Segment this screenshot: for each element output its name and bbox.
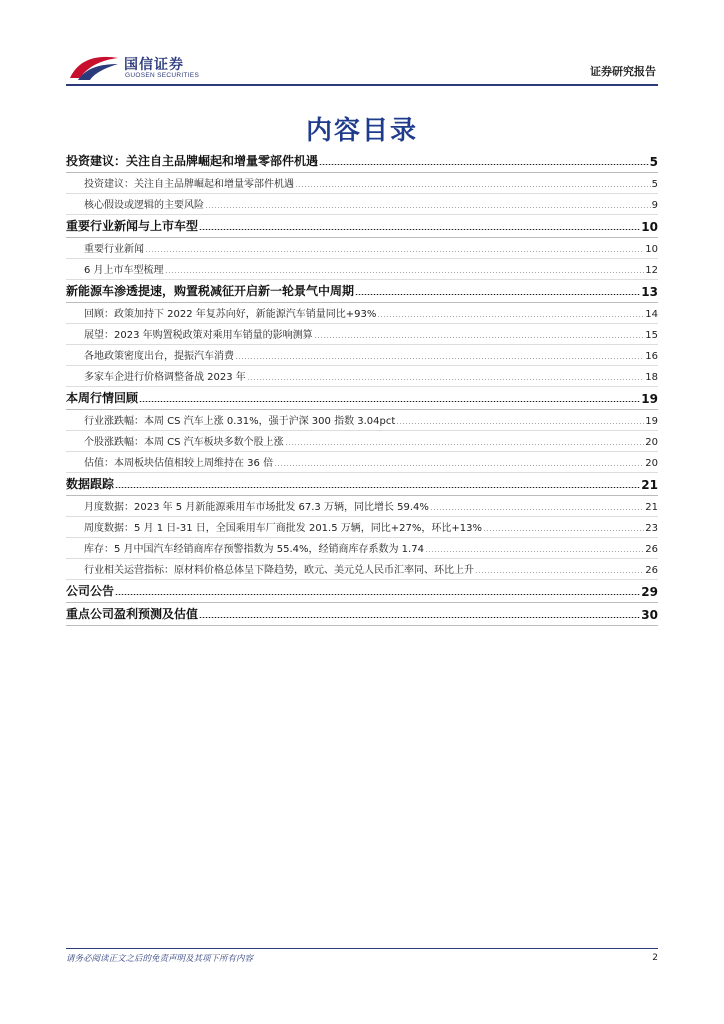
- toc-dot-leader: [247, 379, 644, 380]
- toc-entry-page: 10: [641, 220, 658, 234]
- toc-dot-leader: [396, 423, 644, 424]
- table-of-contents: [66, 150, 658, 626]
- header-divider: [66, 84, 658, 86]
- toc-entry-page: 5: [651, 179, 658, 190]
- page-number: 2: [652, 953, 658, 963]
- toc-dot-leader: [139, 401, 640, 402]
- brand-name-en: GUOSEN SECURITIES: [125, 72, 200, 79]
- toc-dot-leader: [205, 207, 651, 208]
- toc-dot-leader: [165, 272, 645, 273]
- toc-entry-title: 本周行情回顾: [66, 391, 139, 405]
- toc-section-entry[interactable]: [66, 150, 658, 173]
- brand-name-cn: 国信证券: [124, 57, 184, 73]
- toc-entry-page: 13: [641, 285, 658, 299]
- toc-entry-page: 9: [651, 200, 658, 211]
- toc-dot-leader: [483, 530, 644, 531]
- toc-subsection-entry[interactable]: [66, 303, 658, 324]
- guosen-logo-mark-icon: [68, 52, 120, 82]
- toc-dot-leader: [377, 316, 644, 317]
- toc-entry-page: 10: [645, 244, 658, 255]
- toc-entry-page: 30: [641, 608, 658, 622]
- toc-entry-page: 21: [645, 502, 658, 513]
- toc-entry-title: 公司公告: [66, 584, 115, 598]
- toc-entry-page: 21: [641, 478, 658, 492]
- toc-dot-leader: [199, 229, 640, 230]
- toc-dot-leader: [115, 487, 640, 488]
- toc-entry-page: 12: [645, 265, 658, 276]
- toc-entry-page: 26: [645, 544, 658, 555]
- toc-entry-title: 库存：5 月中国汽车经销商库存预警指数为 55.4%，经销商库存系数为 1.74: [84, 544, 424, 555]
- toc-dot-leader: [355, 294, 640, 295]
- toc-dot-leader: [319, 164, 649, 165]
- toc-subsection-entry[interactable]: [66, 431, 658, 452]
- toc-entry-title: 估值：本周板块估值相较上周维持在 36 倍: [84, 458, 274, 469]
- toc-entry-title: 重要行业新闻与上市车型: [66, 219, 199, 233]
- toc-entry-page: 14: [645, 309, 658, 320]
- toc-subsection-entry[interactable]: [66, 538, 658, 559]
- footer-disclaimer: 请务必阅读正文之后的免责声明及其项下所有内容: [66, 954, 254, 964]
- toc-entry-page: 15: [645, 330, 658, 341]
- toc-entry-title: 投资建议：关注自主品牌崛起和增量零部件机遇: [66, 154, 319, 168]
- toc-dot-leader: [475, 572, 644, 573]
- toc-dot-leader: [274, 465, 644, 466]
- toc-entry-title: 回顾：政策加持下 2022 年复苏向好，新能源汽车销量同比+93%: [84, 309, 377, 320]
- toc-section-entry[interactable]: [66, 580, 658, 603]
- toc-dot-leader: [430, 509, 644, 510]
- toc-entry-title: 月度数据：2023 年 5 月新能源乘用车市场批发 67.3 万辆，同比增长 59.4%: [84, 502, 429, 513]
- toc-entry-page: 26: [645, 565, 658, 576]
- toc-dot-leader: [425, 551, 644, 552]
- toc-subsection-entry[interactable]: [66, 194, 658, 215]
- toc-subsection-entry[interactable]: [66, 410, 658, 431]
- toc-entry-title: 各地政策密度出台，提振汽车消费: [84, 351, 234, 362]
- toc-section-entry[interactable]: [66, 280, 658, 303]
- toc-entry-page: 18: [645, 372, 658, 383]
- toc-dot-leader: [115, 594, 640, 595]
- toc-entry-page: 20: [645, 437, 658, 448]
- toc-dot-leader: [285, 444, 645, 445]
- toc-subsection-entry[interactable]: [66, 324, 658, 345]
- toc-entry-page: 19: [645, 416, 658, 427]
- toc-section-entry[interactable]: [66, 387, 658, 410]
- toc-subsection-entry[interactable]: [66, 452, 658, 473]
- toc-entry-title: 展望：2023 年购置税政策对乘用车销量的影响测算: [84, 330, 313, 341]
- toc-subsection-entry[interactable]: [66, 517, 658, 538]
- toc-entry-title: 6 月上市车型梳理: [84, 265, 164, 276]
- toc-entry-title: 新能源车渗透提速，购置税减征开启新一轮景气中周期: [66, 284, 355, 298]
- toc-entry-title: 数据跟踪: [66, 477, 115, 491]
- toc-section-entry[interactable]: [66, 473, 658, 496]
- toc-entry-page: 5: [649, 155, 658, 169]
- toc-entry-title: 行业涨跌幅：本周 CS 汽车上涨 0.31%，强于沪深 300 指数 3.04pct: [84, 416, 396, 427]
- toc-entry-title: 行业相关运营指标：原材料价格总体呈下降趋势，欧元、美元兑人民币汇率同、环比上升: [84, 565, 474, 576]
- toc-entry-page: 16: [645, 351, 658, 362]
- page-header: [66, 50, 658, 86]
- toc-dot-leader: [314, 337, 645, 338]
- toc-entry-page: 19: [641, 392, 658, 406]
- footer-divider: [66, 948, 658, 949]
- toc-dot-leader: [145, 251, 644, 252]
- toc-subsection-entry[interactable]: [66, 496, 658, 517]
- toc-entry-page: 23: [645, 523, 658, 534]
- toc-entry-title: 多家车企进行价格调整备战 2023 年: [84, 372, 246, 383]
- toc-subsection-entry[interactable]: [66, 238, 658, 259]
- page-title: 内容目录: [305, 116, 418, 146]
- toc-dot-leader: [295, 186, 651, 187]
- toc-section-entry[interactable]: [66, 215, 658, 238]
- toc-entry-title: 投资建议：关注自主品牌崛起和增量零部件机遇: [84, 179, 294, 190]
- toc-subsection-entry[interactable]: [66, 345, 658, 366]
- report-type-label: 证券研究报告: [590, 65, 656, 78]
- toc-entry-title: 周度数据：5 月 1 日-31 日，全国乘用车厂商批发 201.5 万辆，同比+27%，环比+13%: [84, 523, 482, 534]
- toc-dot-leader: [199, 617, 640, 618]
- toc-subsection-entry[interactable]: [66, 366, 658, 387]
- toc-subsection-entry[interactable]: [66, 259, 658, 280]
- toc-entry-title: 个股涨跌幅：本周 CS 汽车板块多数个股上涨: [84, 437, 284, 448]
- toc-section-entry[interactable]: [66, 603, 658, 626]
- guosen-logo: [68, 50, 208, 84]
- toc-entry-title: 核心假设或逻辑的主要风险: [84, 200, 204, 211]
- toc-entry-page: 20: [645, 458, 658, 469]
- toc-entry-title: 重点公司盈利预测及估值: [66, 607, 199, 621]
- toc-dot-leader: [235, 358, 644, 359]
- toc-subsection-entry[interactable]: [66, 559, 658, 580]
- toc-subsection-entry[interactable]: [66, 173, 658, 194]
- toc-entry-page: 29: [641, 585, 658, 599]
- toc-entry-title: 重要行业新闻: [84, 244, 144, 255]
